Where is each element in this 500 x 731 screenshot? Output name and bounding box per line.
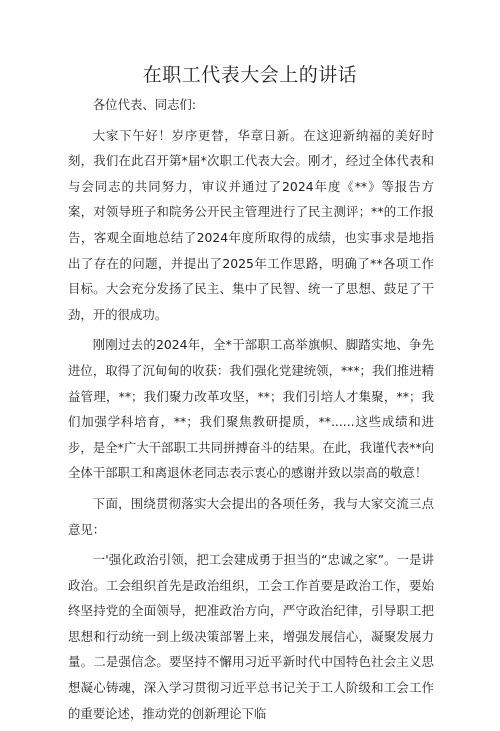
document-body <box>68 92 434 731</box>
paragraph-greeting: 大家下午好！岁序更替，华章日新。在这迎新纳福的美好时刻，我们在此召开第*届*次职工代表大会。刚才，经过全体代表和与会同志的共同努力，审议并通过了2024年度《**》等报告方案，对领导班子和院务公开民主管理进行了民主测评；**的工作报告，客观全面地总结了2024年度所取得的成绩，也实事求是地指出了存在的问题，并提出了2025年工作思路，明确了**各项工作目标。大会充分发扬了民主、集中了民智、统一了思想、鼓足了干劲，开的很成功。 <box>68 127 434 322</box>
document-title: 在职工代表大会上的讲话 <box>142 64 358 86</box>
paragraph-achievements: 刚刚过去的2024年，全*干部职工高举旗帜、脚踏实地、争先进位，取得了沉甸甸的收获：我们强化党建统领，***；我们推进精益管理，**；我们聚力改革攻坚，**；我们引培人才集聚，**；我们加强学科培育，**；我们聚焦教研提质，**......这些成绩和进步，是全*广大干部职工共同拼搏奋斗的结果。在此，我谨代表**向全体干部职工和离退休老同志表示衷心的感谢并致以崇高的敬意！ <box>68 337 434 481</box>
paragraph-transition: 下面，围绕贯彻落实大会提出的各项任务，我与大家交流三点意见： <box>68 495 434 537</box>
salutation: 各位代表、同志们: <box>92 97 197 112</box>
paragraph-point-one: 一'强化政治引领，把工会建成勇于担当的“忠诚之家”。一是讲政治。工会组织首先是政治组织，工会工作首要是政治工作，要始终坚持党的全面领导，把准政治方向，严守政治纪律，引导职工把思想和行动统一到上级决策部署上来，增强发展信心，凝聚发展力量。二是强信念。要坚持不懈用习近平新时代中国特色社会主义思想凝心铸魂，深入学习贯彻习近平总书记关于工人阶级和工会工作的重要论述，推动党的创新理论下临 <box>68 552 434 721</box>
